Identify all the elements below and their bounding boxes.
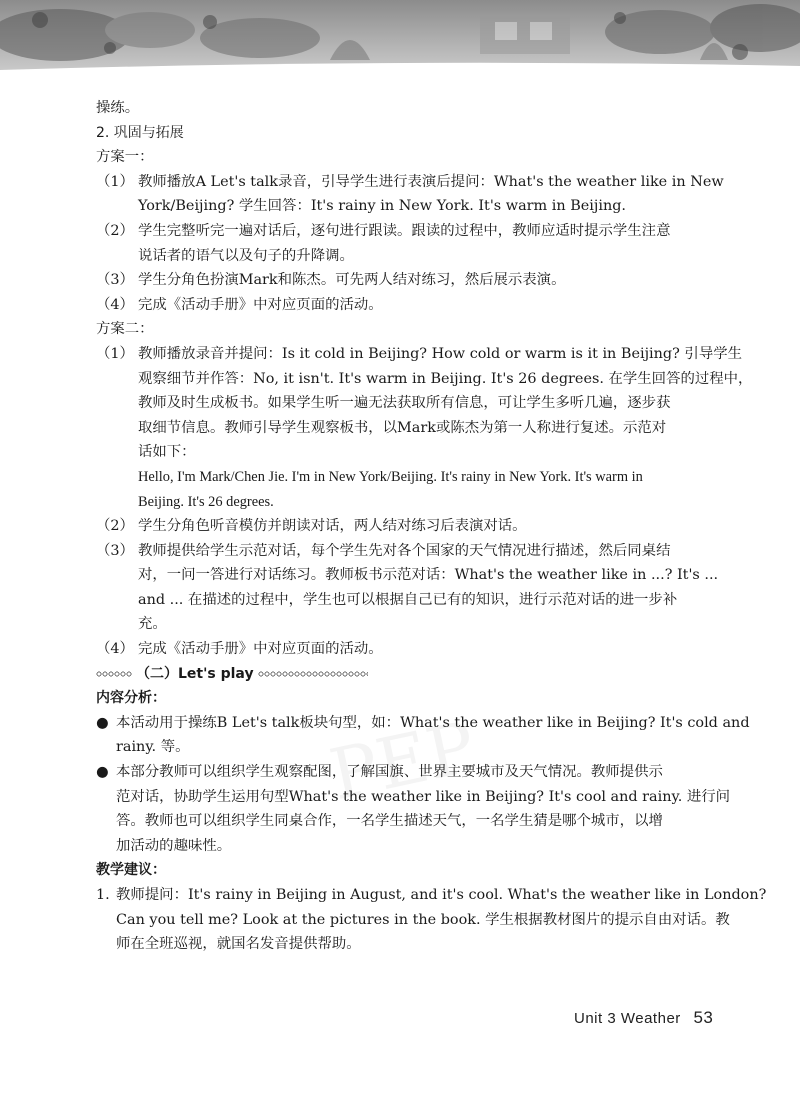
- text-line: 对，一问一答进行对话练习。教师板书示范对话：What's the weather like in ...? It's ...: [138, 567, 719, 584]
- section-heading: [96, 662, 726, 687]
- text-line: 教师播放录音并提问：Is it cold in Beijing? How cold or warm is it in Beijing? 引导学生: [138, 345, 742, 362]
- text-line: 学生分角色扮演Mark和陈杰。可先两人结对练习，然后展示表演。: [138, 272, 566, 289]
- text-line: 取细节信息。教师引导学生观察板书，以Mark或陈杰为第一人称进行复述。示范对: [138, 419, 667, 436]
- text-line: 完成《活动手册》中对应页面的活动。: [138, 641, 383, 658]
- text-line: 本活动用于操练B Let's talk板块句型，如：What's the weather like in Beijing? It's cold and: [116, 714, 750, 731]
- text-line: 学生完整听完一遍对话后，逐句进行跟读。跟读的过程中，教师应适时提示学生注意: [138, 222, 671, 239]
- list-item: [96, 342, 753, 514]
- item-number: （2）: [96, 222, 134, 239]
- item-number: 1.: [96, 887, 110, 903]
- list-item: [96, 268, 726, 293]
- list-item: [96, 219, 726, 268]
- dialogue-line: Beijing. It's 26 degrees.: [138, 493, 274, 510]
- text-line: 本部分教师可以组织学生观察配图，了解国旗、世界主要城市及天气情况。教师提供示: [116, 764, 663, 781]
- dialogue-line: Hello, I'm Mark/Chen Jie. I'm in New York/Beijing. It's rainy in New York. It's warm in: [138, 468, 643, 485]
- text-line: 加活动的趣味性。: [116, 837, 232, 854]
- bullet-item: [96, 711, 750, 760]
- text-line: and ... 在描述的过程中，学生也可以根据自己已有的知识，进行示范对话的进一步补: [138, 591, 678, 608]
- item-number: （3）: [96, 542, 134, 559]
- text-line: 范对话，协助学生运用句型What's the weather like in Beijing? It's cool and rainy. 进行问: [116, 788, 731, 805]
- page-number: 53: [693, 1008, 714, 1027]
- list-item: [96, 883, 767, 957]
- text-line: rainy. 等。: [116, 739, 190, 756]
- plan-label: 方案一：: [96, 149, 154, 166]
- item-number: （2）: [96, 518, 134, 535]
- text-line: 学生分角色听音模仿并朗读对话，两人结对练习后表演对话。: [138, 518, 527, 535]
- page-body: [96, 96, 767, 957]
- item-number: （3）: [96, 272, 134, 289]
- item-number: （1）: [96, 345, 134, 362]
- text-line: Can you tell me? Look at the pictures in the book. 学生根据教材图片的提示自由对话。教: [116, 911, 730, 928]
- list-item: [96, 293, 726, 318]
- plan-label: 方案二：: [96, 321, 154, 338]
- text-line: 教师提供给学生示范对话，每个学生先对各个国家的天气情况进行描述，然后同桌结: [138, 542, 671, 559]
- list-item: [96, 514, 726, 539]
- text-line: 观察细节并作答：No, it isn't. It's warm in Beijing. It's 26 degrees. 在学生回答的过程中，: [138, 370, 753, 387]
- text-line: 说话者的语气以及句子的升降调。: [138, 247, 354, 264]
- text-line: 话如下：: [138, 444, 196, 461]
- page-footer: [574, 1008, 713, 1028]
- footer-unit: Unit 3: [574, 1010, 617, 1027]
- list-item: [96, 170, 726, 219]
- item-number: （4）: [96, 641, 134, 658]
- decorative-divider: [96, 671, 132, 677]
- content-analysis-heading: 内容分析：: [96, 690, 166, 707]
- bullet-item: [96, 760, 731, 858]
- footer-title: Weather: [620, 1010, 681, 1027]
- subheading: 2. 巩固与拓展: [96, 124, 184, 141]
- text-line: York/Beijing? 学生回答：It's rainy in New York. It's warm in Beijing.: [138, 198, 627, 215]
- banner-illustration: [0, 0, 800, 82]
- item-number: （4）: [96, 296, 134, 313]
- text-line: 教师提问：It's rainy in Beijing in August, and it's cool. What's the weather like in London?: [116, 887, 767, 903]
- text-line: 完成《活动手册》中对应页面的活动。: [138, 296, 383, 313]
- text-line: 答。教师也可以组织学生同桌合作，一名学生描述天气，一名学生猜是哪个城市，以增: [116, 813, 663, 830]
- section-title: （二）Let's play: [136, 665, 254, 682]
- list-item: [96, 539, 726, 637]
- text-line: 充。: [138, 616, 167, 633]
- item-number: （1）: [96, 173, 134, 190]
- teaching-suggestions-heading: 教学建议：: [96, 862, 166, 879]
- bullet-icon: ●: [96, 714, 109, 731]
- header-banner: [0, 0, 800, 82]
- text-line: 操练。: [96, 100, 140, 116]
- text-line: 师在全班巡视，就国名发音提供帮助。: [116, 936, 361, 953]
- bullet-icon: ●: [96, 764, 109, 781]
- text-line: 教师及时生成板书。如果学生听一遍无法获取所有信息，可让学生多听几遍，逐步获: [138, 395, 671, 412]
- text-line: 教师播放A Let's talk录音，引导学生进行表演后提问：What's the weather like in New: [138, 173, 724, 190]
- list-item: [96, 637, 726, 662]
- decorative-divider: [258, 671, 368, 677]
